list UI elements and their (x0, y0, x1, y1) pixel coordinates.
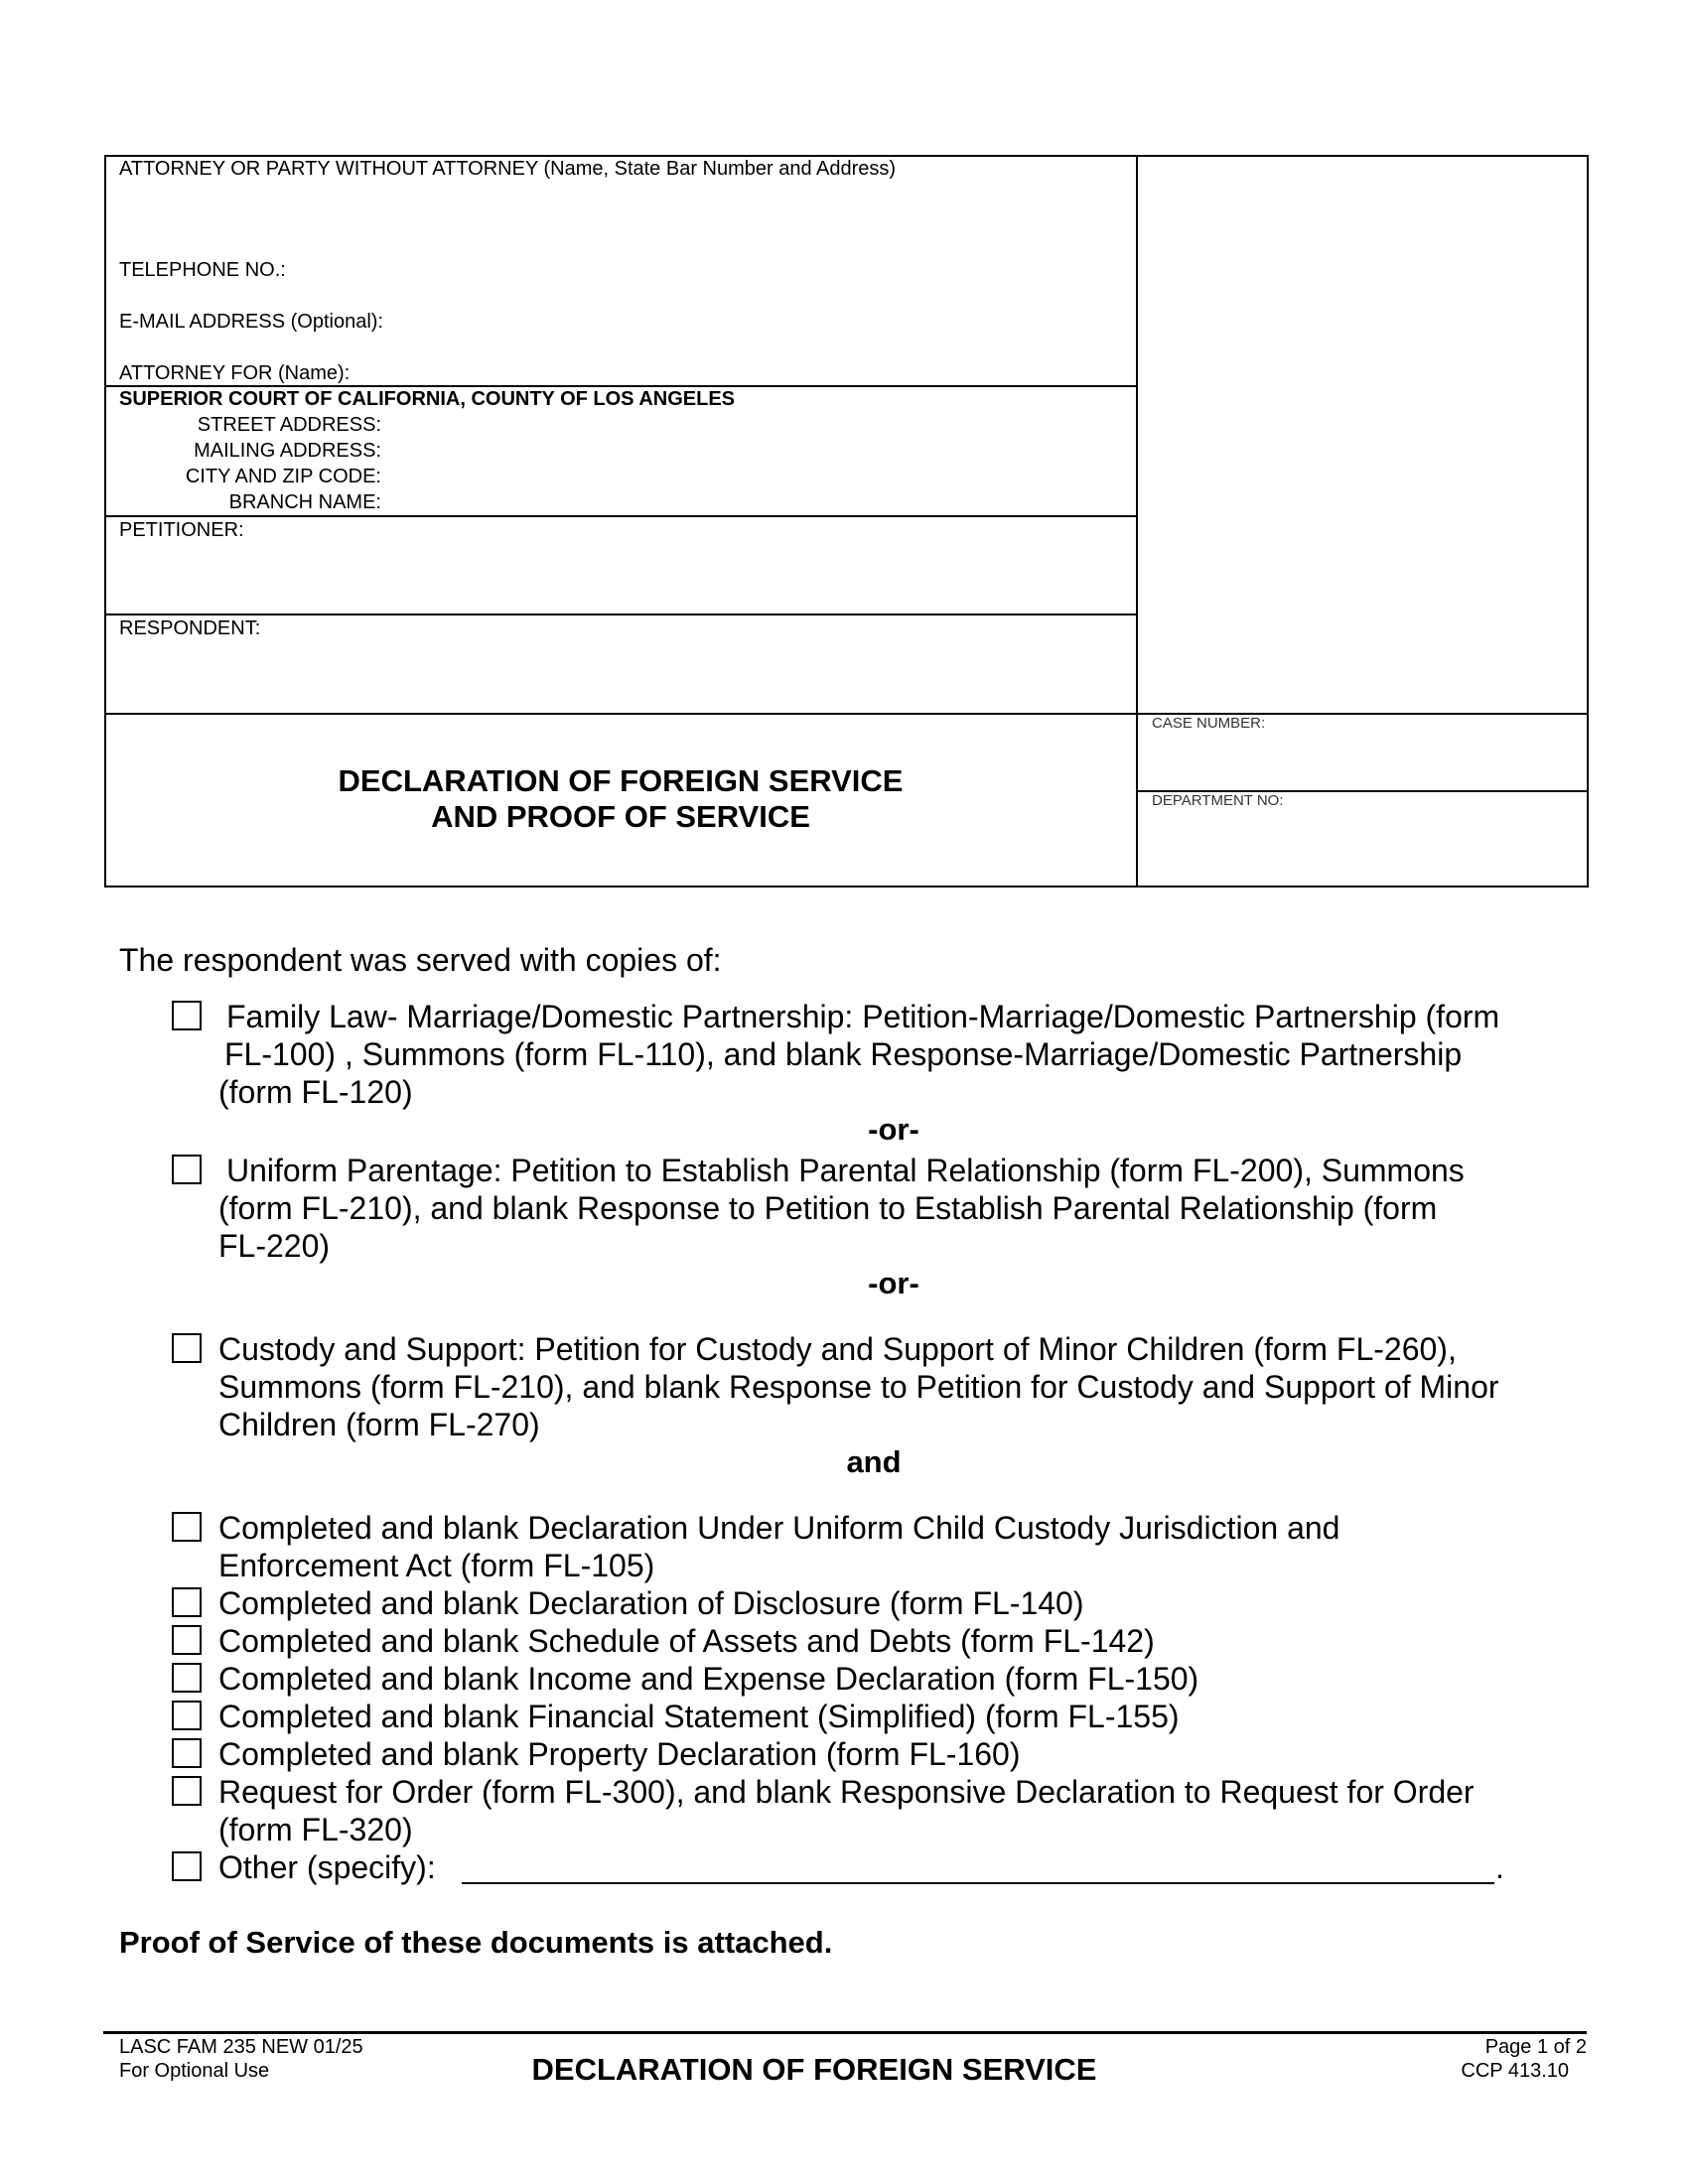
option1-line3: (form FL-120) (218, 1074, 413, 1110)
court-label: SUPERIOR COURT OF CALIFORNIA, COUNTY OF LOS ANGELES (119, 388, 736, 410)
option3-line1: Custody and Support: Petition for Custody and Support of Minor Children (form FL-260), (218, 1331, 1457, 1367)
other-specify-field[interactable] (462, 1882, 1494, 1884)
attorney-for-label: ATTORNEY FOR (Name): (119, 362, 351, 384)
option2-line1: Uniform Parentage: Petition to Establish Parental Relationship (form FL-200), Summons (226, 1153, 1465, 1188)
option2-line3: FL-220) (218, 1228, 331, 1264)
or-separator-1: -or- (868, 1112, 919, 1147)
checkbox-custody-support[interactable] (172, 1333, 202, 1363)
footer-rule (103, 2031, 1587, 2034)
street-address-label: STREET ADDRESS: (197, 414, 381, 436)
item-property-declaration: Completed and blank Property Declaration (form FL-160) (218, 1736, 1021, 1772)
option3-line2: Summons (form FL-210), and blank Response to Petition for Custody and Support of Minor (218, 1369, 1499, 1405)
other-label: Other (specify): (218, 1849, 436, 1885)
item-request-for-order-line2: (form FL-320) (218, 1812, 413, 1847)
city-zip-label: CITY AND ZIP CODE: (185, 466, 381, 487)
or-separator-2: -or- (868, 1266, 919, 1300)
petitioner-label: PETITIONER: (119, 519, 244, 541)
attorney-label: ATTORNEY OR PARTY WITHOUT ATTORNEY (Name, State Bar Number and Address) (119, 158, 897, 180)
footer-title: DECLARATION OF FOREIGN SERVICE (531, 2052, 1097, 2087)
telephone-label: TELEPHONE NO.: (119, 259, 286, 281)
respondent-label: RESPONDENT: (119, 617, 261, 639)
item-financial-statement: Completed and blank Financial Statement (Simplified) (form FL-155) (218, 1699, 1180, 1734)
checkbox-family-law[interactable] (172, 1001, 202, 1030)
department-label: DEPARTMENT NO: (1152, 792, 1284, 809)
item-income-expense: Completed and blank Income and Expense Declaration (form FL-150) (218, 1661, 1199, 1697)
checkbox-other[interactable] (172, 1851, 202, 1881)
proof-of-service-statement: Proof of Service of these documents is attached. (119, 1925, 833, 1960)
form-title-line2: AND PROOF OF SERVICE (431, 799, 810, 834)
footer-optional-use: For Optional Use (119, 2060, 270, 2082)
footer-form-id: LASC FAM 235 NEW 01/25 (119, 2036, 363, 2058)
other-period: . (1495, 1849, 1504, 1885)
item-request-for-order-line1: Request for Order (form FL-300), and blank Responsive Declaration to Request for Order (218, 1774, 1475, 1810)
item-uccjea-line2: Enforcement Act (form FL-105) (218, 1548, 655, 1583)
item-assets-debts: Completed and blank Schedule of Assets and Debts (form FL-142) (218, 1623, 1155, 1659)
checkbox-uniform-parentage[interactable] (172, 1155, 202, 1184)
form-title-line1: DECLARATION OF FOREIGN SERVICE (338, 763, 904, 798)
case-number-label: CASE NUMBER: (1152, 715, 1266, 732)
option2-line2: (form FL-210), and blank Response to Petition to Establish Parental Relationship (form (218, 1190, 1438, 1226)
checkbox-uccjea[interactable] (172, 1512, 202, 1542)
checkbox-assets-debts[interactable] (172, 1625, 202, 1655)
intro-text: The respondent was served with copies of: (119, 942, 722, 978)
footer-page: Page 1 of 2 (1484, 2036, 1587, 2058)
checkbox-request-for-order[interactable] (172, 1776, 202, 1806)
petitioner-divider (104, 515, 1137, 517)
checkbox-disclosure[interactable] (172, 1587, 202, 1617)
email-label: E-MAIL ADDRESS (Optional): (119, 311, 384, 333)
footer-code: CCP 413.10 (1461, 2060, 1569, 2082)
option3-line3: Children (form FL-270) (218, 1407, 540, 1442)
option1-line1: Family Law- Marriage/Domestic Partnership: Petition-Marriage/Domestic Partnership (form (226, 999, 1500, 1034)
checkbox-financial-statement[interactable] (172, 1701, 202, 1730)
title-divider (104, 713, 1589, 715)
and-separator: and (846, 1444, 902, 1479)
respondent-divider (104, 614, 1137, 615)
mailing-address-label: MAILING ADDRESS: (194, 440, 381, 462)
item-uccjea-line1: Completed and blank Declaration Under Uniform Child Custody Jurisdiction and (218, 1510, 1340, 1546)
checkbox-income-expense[interactable] (172, 1663, 202, 1693)
item-disclosure: Completed and blank Declaration of Disclosure (form FL-140) (218, 1585, 1084, 1621)
option1-line2: FL-100) , Summons (form FL-110), and blank Response-Marriage/Domestic Partnership (224, 1036, 1463, 1072)
checkbox-property-declaration[interactable] (172, 1738, 202, 1768)
branch-name-label: BRANCH NAME: (228, 491, 381, 513)
